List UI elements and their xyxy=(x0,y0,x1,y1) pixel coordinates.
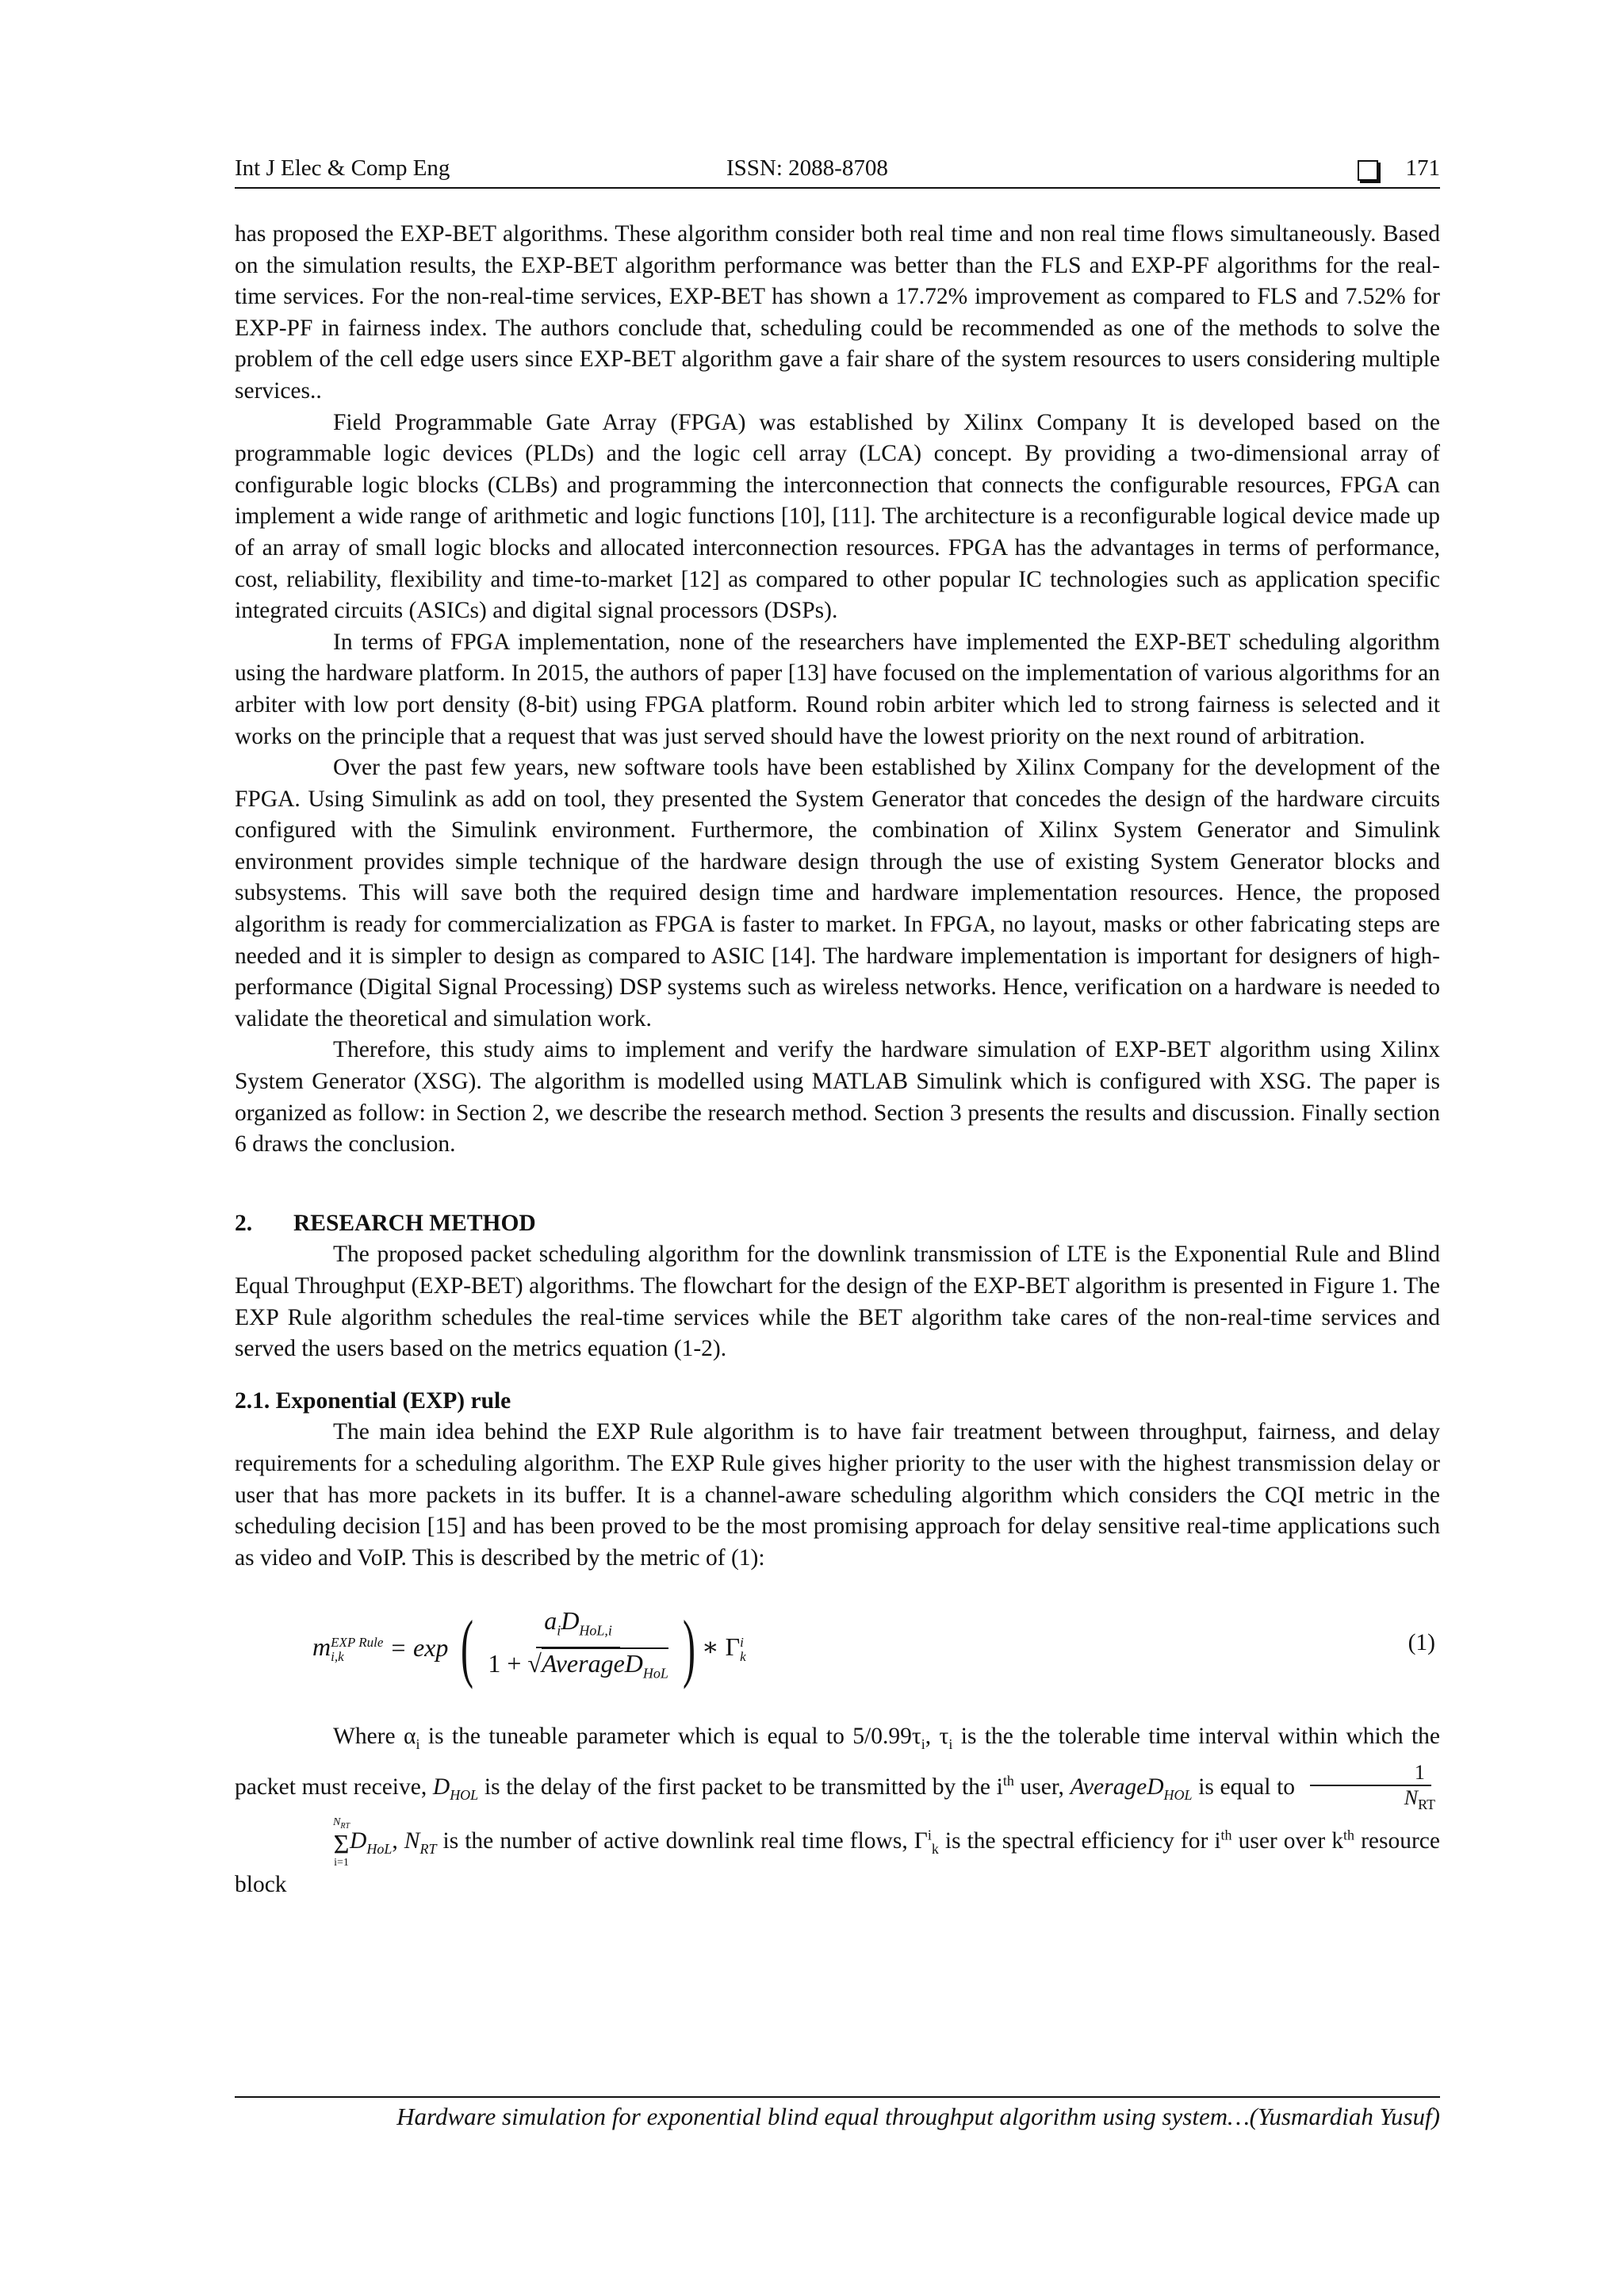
paragraph-5: Therefore, this study aims to implement and verify the hardware simulation of EXP-BET algorithm using Xilinx System Generator (XSG). The algorithm is modelled using MATLAB Simulink which is configured with XSG. The paper is organized as follow: in Section 2, we describe the research method. Section 3 presents the results and discussion. Finally section 6 draws the conclusion. xyxy=(235,1037,1440,1158)
left-paren-icon: ( xyxy=(461,1605,474,1690)
subsection-heading-2-1: 2.1. Exponential (EXP) rule xyxy=(235,1387,511,1414)
summation-icon: $N_{RT}$ Σ i=1 xyxy=(333,1816,350,1869)
paragraph-4: Over the past few years, new software tools have been established by Xilinx Company for the development of the FPGA. Using Simulink as add on tool, they presented the System Generator that concedes the design of the hardware circuits configured with the Simulink environment. Furthermore, the combination of Xilinx System Generator and Simulink environment provides simple technique of the hardware design through the use of existing System Generator blocks and subsystems. This will save both the required design time and hardware implementation resources. Hence, the proposed algorithm is ready for commercialization as FPGA is faster to market. In FPGA, no layout, masks or other fabricating steps are needed and it is simpler to design as compared to ASIC [14]. The hardware implementation is important for designers of high-performance (Digital Signal Processing) DSP systems such as wireless networks. Hence, verification on a hardware is needed to validate the theoretical and simulation work. xyxy=(235,755,1440,1031)
eq-exp: = exp xyxy=(389,1632,449,1662)
equation-number: (1) xyxy=(1408,1630,1435,1656)
header-divider xyxy=(235,187,1440,189)
section-number: 2. xyxy=(235,1210,253,1236)
eq-gamma: ∗ Γ i k xyxy=(701,1632,746,1664)
page-header xyxy=(235,155,1440,187)
paragraph-2: Field Programmable Gate Array (FPGA) was established by Xilinx Company It is developed based on the programmable logic devices (PLDs) and the logic cell array (LCA) concept. By providing a two-dimensional array of configurable logic blocks (CLBs) and programming the interconnection that connects the configurable resources, FPGA can implement a wide range of arithmetic and logic functions [10], [11]. The architecture is a reconfigurable logical device made up of an array of small logic blocks and allocated interconnection resources. FPGA has the advantages in terms of performance, cost, reliability, flexibility and time-to-market [12] as compared to other popular IC technologies such as application specific integrated circuits (ASICs) and digital signal processors (DSPs). xyxy=(235,409,1440,624)
footer-divider xyxy=(235,2096,1440,2098)
eq-numerator: $a_iD_{HoL,i}$ xyxy=(536,1605,620,1648)
square-bullet-icon xyxy=(1358,160,1378,181)
page-number: 171 xyxy=(1405,155,1440,181)
inline-fraction: 1 $N_{RT}$ xyxy=(1306,1761,1435,1816)
paragraph-1: has proposed the EXP-BET algorithms. These algorithm consider both real time and non real time flows simultaneously. Based on the simulation results, the EXP-BET algorithm performance was better than the FLS and EXP-PF algorithms for the real-time services. For the non-real-time services, EXP-BET has shown a 17.72% improvement as compared to FLS and 7.52% for EXP-PF in fairness index. The authors conclude that, scheduling could be recommended as one of the methods to solve the problem of the cell edge users since EXP-BET algorithm gave a fair share of the system resources to users considering multiple services.. xyxy=(235,221,1440,404)
paragraph-3: In terms of FPGA implementation, none of the researchers have implemented the EXP-BET scheduling algorithm using the hardware platform. In 2015, the authors of paper [13] have focused on the implementation of various algorithms for an arbiter with low port density (8-bit) using FPGA platform. Round robin arbiter which led to strong fairness is selected and it works on the principle that a request that was just served should have the lowest priority on the next round of arbitration. xyxy=(235,629,1440,749)
eq-sqrt-term: AverageD$_{HoL}$ xyxy=(541,1649,668,1682)
right-paren-icon: ) xyxy=(682,1605,695,1690)
section-heading-2 xyxy=(235,1208,1440,1240)
equation-1 xyxy=(235,1598,1440,1693)
paragraph-6: The proposed packet scheduling algorithm for the downlink transmission of LTE is the Exponential Rule and Blind Equal Throughput (EXP-BET) algorithms. The flowchart for the design of the EXP-BET algorithm is presented in Figure 1. The EXP Rule algorithm schedules the real-time services while the BET algorithm take cares of the non-real-time services and served the users based on the metrics equation (1-2). xyxy=(235,1242,1440,1362)
eq-lhs: m EXP Rule i,k xyxy=(312,1632,384,1664)
equation-body xyxy=(312,1605,746,1689)
eq-denominator: 1 + √AverageD$_{HoL}$ xyxy=(488,1649,668,1682)
eq-fraction xyxy=(480,1605,676,1689)
paragraph-7: The main idea behind the EXP Rule algorithm is to have fair treatment between throughput, fairness, and delay requirements for a scheduling algorithm. The EXP Rule gives higher priority to the user with the highest transmission delay or user that has more packets in its buffer. It is a channel-aware scheduling algorithm which considers the CQI metric in the scheduling decision [15] and has been proved to be the most promising approach for delay sensitive real-time applications such as video and VoIP. This is described by the metric of (1): xyxy=(235,1419,1440,1571)
body-text xyxy=(235,219,1440,1900)
running-footer: Hardware simulation for exponential blind equal throughput algorithm using system…(Yusmardiah Yusuf) xyxy=(396,2103,1440,2130)
journal-name: Int J Elec & Comp Eng xyxy=(235,155,450,181)
page xyxy=(235,0,1440,2296)
issn: ISSN: 2088-8708 xyxy=(726,155,888,181)
paragraph-where: Where $\alpha_i$ is the tuneable parameter which is equal to $5/0.99\tau_i$, $\tau_i$ is the the tolerable time interval within which the packet must receive, $D_{HOL}$ is the delay of the first packet to be transmitted by the $i^{th}$ user, AverageD$_{HOL}$ is equal to 1 $N_{RT}$ $N_{RT}$ Σ i=1 $D_{HoL}$, $N_{RT}$ is the number of active downlink real time flows, $\Gamma^i_k$ is the spectral efficiency for $i^{th}$ user over $k^{th}$ resource block xyxy=(235,1724,1441,1897)
section-title: RESEARCH METHOD xyxy=(293,1210,536,1236)
